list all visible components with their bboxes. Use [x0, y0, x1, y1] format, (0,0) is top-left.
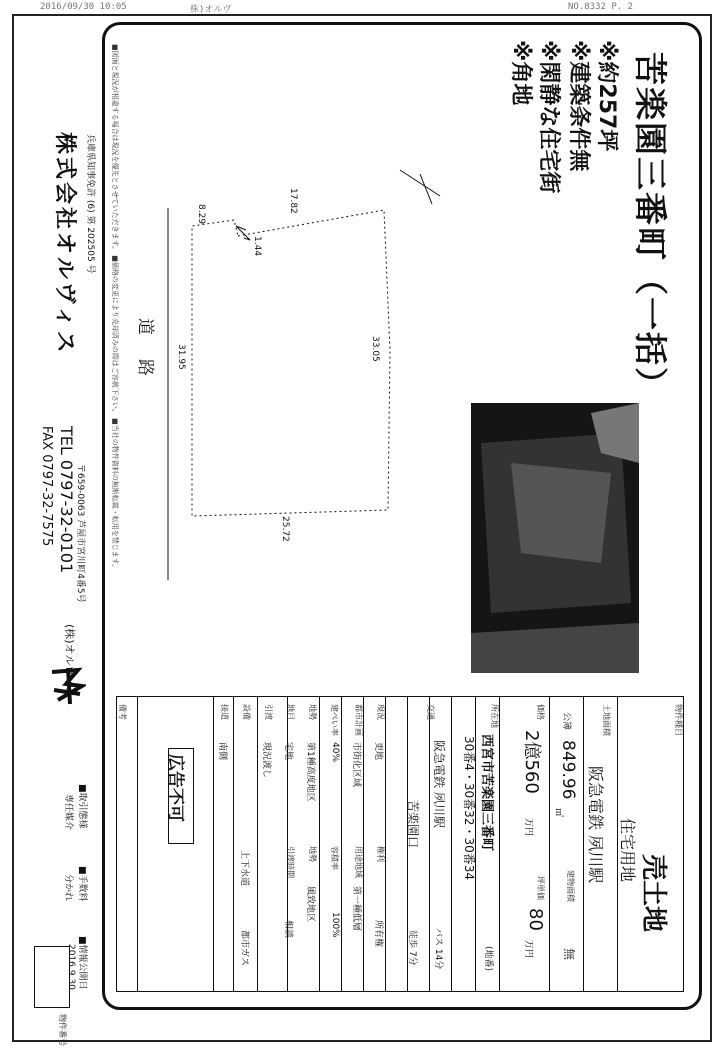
- walk-time: 徒歩 7分: [407, 930, 417, 966]
- access-line: 阪急電鉄 夙川駅: [432, 740, 446, 828]
- road-access-value: 南側: [217, 742, 227, 761]
- area-unit: ㎡: [553, 808, 563, 818]
- land-use: 住宅用地: [618, 818, 637, 883]
- property-number-box: [34, 946, 70, 1008]
- fee-label: ■手数料: [77, 866, 87, 902]
- tsubo-label: 坪単価: [536, 876, 545, 900]
- trade-type-value: 専任媒介: [63, 794, 73, 831]
- remarks-label: 備考: [118, 704, 127, 720]
- row-label-6: 設備: [242, 704, 251, 720]
- row-value-3: 第1種高度地区: [305, 742, 315, 802]
- right-value-4: 相談: [283, 920, 293, 939]
- building-area-label: 建物面積: [566, 870, 575, 902]
- bullet-3: ※閑静な住宅街: [536, 40, 561, 194]
- row-value-0: 更地: [373, 742, 383, 761]
- building-none: 無: [562, 948, 576, 961]
- right-value-5: 都市ガス: [239, 930, 249, 967]
- price-unit: 万円: [523, 818, 533, 837]
- right-value-3: 風致地区: [305, 886, 315, 923]
- row-value-5: 現況渡し: [261, 742, 271, 779]
- dim-1-44: 1.44: [252, 236, 262, 257]
- dim-25-72: 25.72: [280, 516, 290, 542]
- land-area-label: 土地面積: [602, 704, 611, 736]
- address-value: 西宮市苦楽園三番町: [479, 734, 494, 852]
- road-label: 道路: [135, 318, 155, 400]
- ad-prohibited-label: 広告不可: [165, 754, 185, 822]
- fee-value: 分かれ: [63, 874, 73, 902]
- bus-stop: 苦楽園口: [406, 800, 420, 849]
- dim-33-05: 33.05: [370, 336, 380, 362]
- dim-8-29: 8.29: [196, 204, 206, 225]
- row-value-4: 宅地: [283, 742, 293, 761]
- company-fax: FAX 0797-32-7575: [39, 426, 54, 547]
- right-label-4: 引渡時期: [286, 846, 295, 878]
- stamp-label: (株)オルヴィス: [63, 624, 76, 698]
- page-title: 苦楽園三番町（一括）: [631, 52, 670, 402]
- right-value-1: 第一種低層: [351, 886, 361, 932]
- property-number-label: 物件番号: [58, 1014, 67, 1046]
- fax-timestamp: 2016/09/30 10:05: [40, 2, 127, 12]
- nearest-line: 阪急電鉄 夙川駅: [586, 766, 605, 884]
- right-label-2: 容積率: [330, 846, 339, 870]
- license-text: 兵庫県知事免許 (6) 第 202505 号: [85, 134, 95, 274]
- bullet-2: ※建築条件無: [566, 40, 591, 172]
- bullet-4: ※角地: [508, 40, 533, 106]
- company-tel: TEL 0797-32-0101: [57, 426, 76, 574]
- address-label: 所在地: [490, 704, 499, 728]
- bullet-1: ※約257坪: [594, 40, 619, 152]
- company-panel: [18, 24, 102, 1046]
- address-note: (地番): [483, 946, 493, 972]
- right-label-3: 地勢: [308, 846, 317, 862]
- access-bus: バス 14分: [433, 928, 443, 970]
- row-value-2: 40%: [330, 742, 340, 763]
- tsubo-unit: 万円: [523, 940, 533, 959]
- fax-sender: 株)オルヴ: [190, 5, 232, 15]
- info-date-value: 2016.9.30: [66, 944, 76, 990]
- right-value-2: 100%: [330, 912, 340, 938]
- area-prefix: 公簿: [561, 712, 571, 731]
- tsubo-value: 80: [525, 908, 546, 931]
- row-value-1: 市街化区域: [351, 742, 361, 788]
- row-label-1: 都市計画: [354, 704, 363, 736]
- company-name: 株式会社オルヴィス: [52, 132, 77, 356]
- right-label-0: 権利: [376, 846, 385, 862]
- row-label-3: 地勢: [308, 704, 317, 720]
- fax-page: NO.8332 P. 2: [568, 2, 634, 12]
- dim-31-95: 31.95: [176, 344, 186, 370]
- access-label: 交通: [426, 704, 435, 720]
- road-access-label: 接道: [220, 704, 229, 720]
- row-label-5: 引渡: [264, 704, 273, 720]
- signature-stamp: [48, 664, 86, 706]
- info-date-label: ■情報公開日: [77, 936, 87, 990]
- property-photo: [471, 403, 639, 673]
- row-label-0: 現況: [376, 704, 385, 720]
- area-value: 849.96: [558, 740, 578, 800]
- right-value-0: 所有権: [373, 920, 383, 948]
- lot-numbers: 30番4・30番32・30番34: [462, 736, 476, 880]
- price-value: 2億560: [521, 730, 542, 794]
- dim-17-82: 17.82: [288, 188, 298, 214]
- type-header: 物件種目: [674, 704, 683, 736]
- row-label-2: 建ぺい率: [330, 704, 339, 736]
- company-address: 〒659-0063 芦屋市宮川町4番5号: [75, 464, 85, 603]
- category-label: 売土地: [638, 854, 668, 933]
- row-label-4: 地目: [286, 704, 295, 720]
- disclaimer-notice: ■図面と現況が相違する場合は現況を優先とさせていただきます。 ■価格の変更により売却済みの際はご容赦下さい。 ■当社の物件資料の無断転載・転用を禁じます。: [111, 44, 119, 572]
- right-label-1: 用途地域: [354, 846, 363, 878]
- trade-type-label: ■取引態様: [77, 784, 87, 829]
- row-value-6: 上下水道: [239, 850, 249, 887]
- price-label: 価格: [536, 704, 545, 720]
